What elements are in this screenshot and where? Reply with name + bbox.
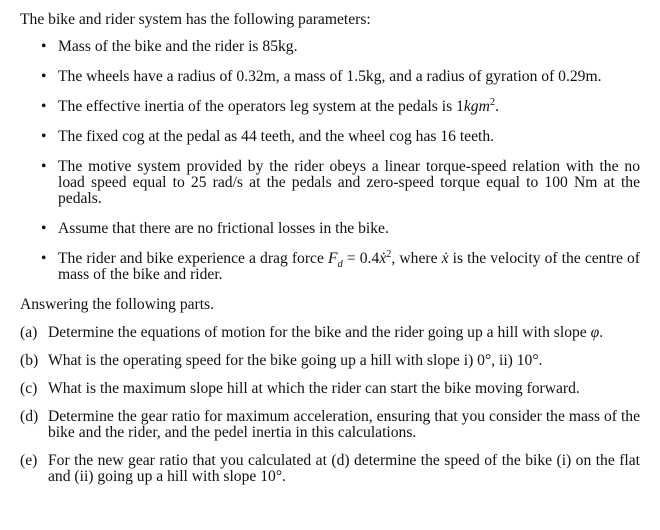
- math-unit: kgm: [463, 98, 490, 115]
- math-symbol: φ: [590, 324, 600, 341]
- list-item: [41, 97, 640, 115]
- item-text: The fixed cog at the pedal as 44 teeth, and the wheel cog has 16 teeth.: [58, 128, 495, 145]
- item-text: The effective inertia of the operators leg system at the pedals is 1: [58, 98, 464, 115]
- math-exponent: 2: [386, 249, 392, 260]
- part-d: [20, 408, 640, 441]
- part-text: For the new gear ratio that you calculated at (d) determine the speed of the bike (i) on the flat and (ii) going up a hill with slope 10°.: [48, 452, 640, 485]
- bullet-icon: •: [41, 220, 47, 237]
- item-text: Mass of the bike and the rider is 85kg.: [58, 38, 298, 55]
- part-text: What is the operating speed for the bike going up a hill with slope i) 0°, ii) 10°.: [48, 352, 543, 369]
- item-text: The rider and bike experience a drag force: [58, 250, 328, 267]
- bullet-icon: •: [41, 250, 47, 267]
- math-equation: = 0.4: [342, 250, 380, 267]
- part-text: Determine the gear ratio for maximum acceleration, ensuring that you consider the mass of the bike and the rider, and the pedel inertia in this calculations.: [48, 408, 640, 441]
- bullet-icon: •: [41, 98, 47, 115]
- list-item: [41, 38, 640, 55]
- list-item: [41, 128, 640, 145]
- item-text: The motive system provided by the rider obeys a linear torque-speed relation with the no load speed equal to 25 rad/s at the pedals and zero-speed torque equal to 100 Nm at the pedals.: [58, 158, 640, 207]
- bullet-icon: •: [41, 128, 47, 145]
- bullet-icon: •: [41, 158, 47, 175]
- math-exponent: 2: [489, 97, 496, 108]
- bullet-icon: •: [41, 68, 47, 85]
- item-text: The wheels have a radius of 0.32m, a mass of 1.5kg, and a radius of gyration of 0.29m.: [58, 68, 602, 85]
- part-text: Determine the equations of motion for the bike and the rider going up a hill with slope: [48, 324, 591, 341]
- part-label: (e): [20, 452, 38, 469]
- parts-list: [20, 325, 640, 485]
- list-item: [41, 68, 640, 85]
- intro-text: The bike and rider system has the following parameters:: [20, 11, 371, 28]
- answering-text: Answering the following parts.: [20, 296, 215, 313]
- list-item: [41, 220, 640, 237]
- math-symbol: ẋ: [441, 250, 449, 267]
- list-item: [41, 158, 640, 207]
- part-label: (a): [20, 324, 38, 341]
- math-subscript: d: [337, 259, 343, 271]
- part-label: (b): [20, 352, 39, 369]
- math-symbol: F: [327, 250, 338, 267]
- bullet-icon: •: [41, 38, 47, 55]
- item-text: is the velocity of the centre of mass of the bike and rider.: [58, 250, 640, 283]
- part-text: .: [599, 324, 604, 341]
- parameter-list: [20, 39, 640, 283]
- part-label: (c): [20, 380, 38, 397]
- part-a: [20, 324, 640, 341]
- part-e: [20, 452, 640, 485]
- part-label: (d): [20, 408, 39, 425]
- item-text: .: [495, 98, 500, 115]
- part-c: [20, 380, 640, 397]
- item-text: Assume that there are no frictional losses in the bike.: [58, 220, 389, 237]
- math-symbol: ẋ: [379, 250, 387, 267]
- item-text: , where: [391, 250, 442, 267]
- list-item: [41, 249, 640, 283]
- part-b: [20, 352, 640, 369]
- part-text: What is the maximum slope hill at which the rider can start the bike moving forward.: [48, 380, 580, 397]
